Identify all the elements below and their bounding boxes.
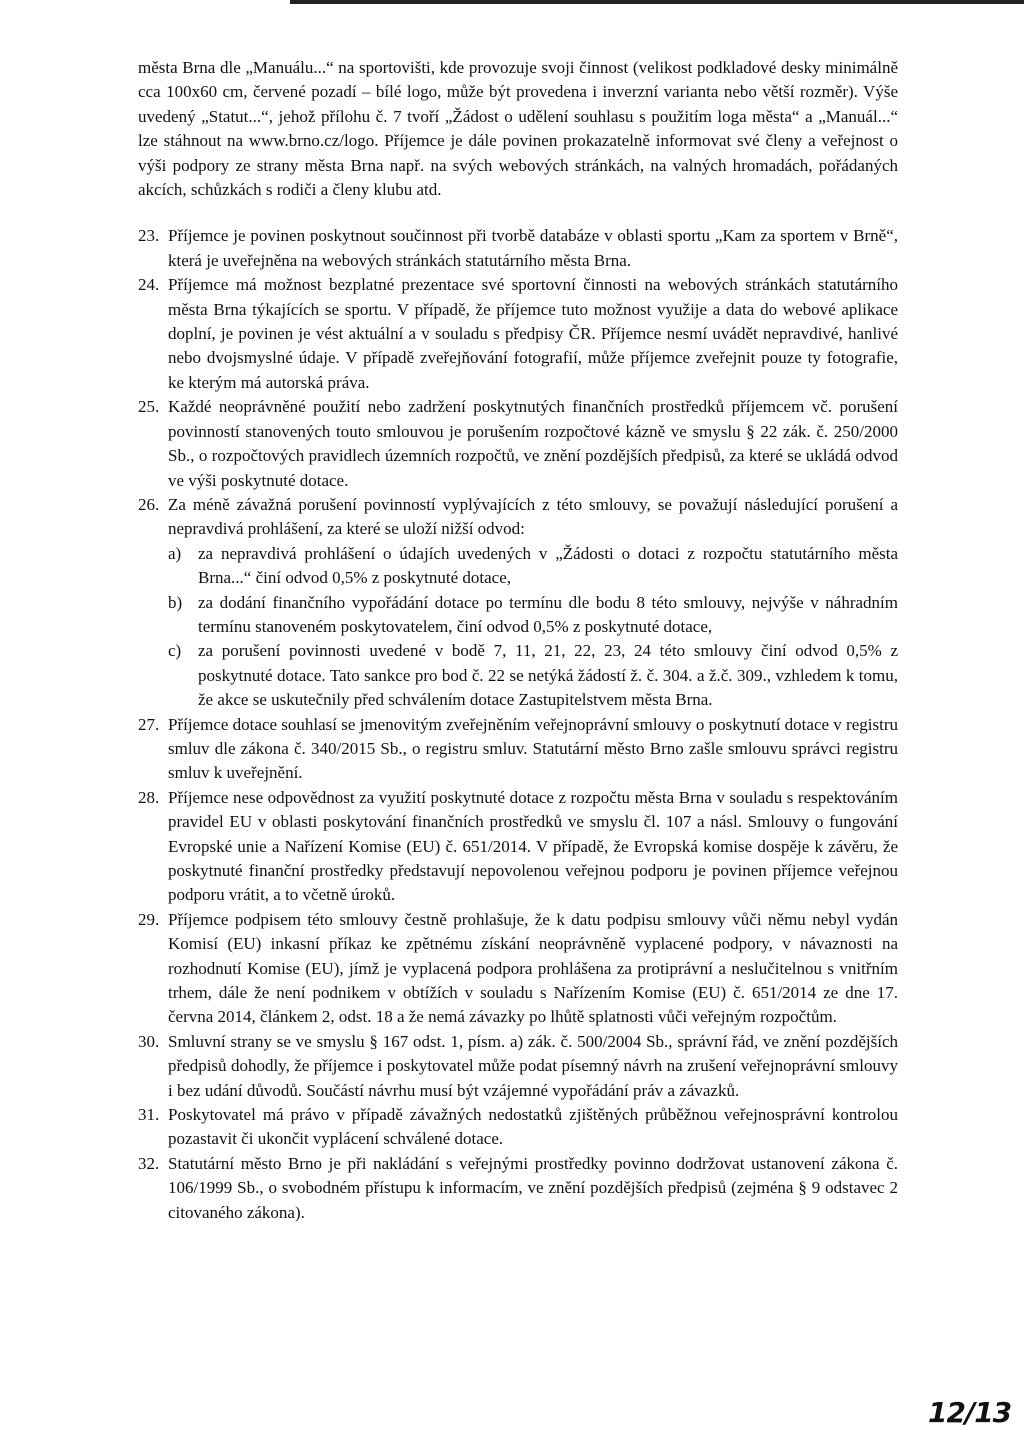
numbered-clauses [138, 224, 898, 1225]
intro-paragraph: města Brna dle „Manuálu...“ na sportovišti, kde provozuje svoji činnost (velikost podkladové desky minimálně cca 100x60 cm, červené pozadí – bílé logo, může být provedena i inverzní varianta nebo větší rozměr). Výše uvedený „Statut...“, jehož přílohu č. 7 tvoří „Žádost o udělení souhlasu s použitím loga města“ a „Manuál...“ lze stáhnout na www.brno.cz/logo. Příjemce je dále povinen prokazatelně informovat své členy a veřejnost o výši podpory ze strany města Brna např. na svých webových stránkách, na valných hromadách, pořádaných akcích, schůzkách s rodiči a členy klubu atd. [138, 58, 898, 200]
sub-clause-a [168, 542, 898, 591]
sub-clause-label: c) [168, 641, 182, 661]
clause-number: 23. [138, 226, 160, 246]
top-border-line [290, 0, 1024, 4]
clause-32 [138, 1152, 898, 1225]
clause-number: 24. [138, 275, 160, 295]
clause-number: 31. [138, 1105, 160, 1125]
clause-text: Příjemce je povinen poskytnout součinnost při tvorbě databáze v oblasti sportu „Kam za sportem v Brně“, která je uveřejněna na webových stránkách statutárního města Brna. [168, 226, 898, 270]
clause-number: 30. [138, 1031, 160, 1051]
clause-text: Příjemce má možnost bezplatné prezentace své sportovní činnosti na webových stránkách statutárního města Brna týkajících se sportu. V případě, že příjemce tuto možnost využije a data do webové aplikace doplní, je povinen je vést aktuální a v souladu s předpisy ČR. Příjemce nesmí uvádět nepravdivé, hanlivé nebo dvojsmyslné údaje. V případě zveřejňování fotografií, může příjemce zveřejnit pouze ty fotografie, ke kterým má autorská práva. [168, 275, 898, 392]
clause-26 [138, 493, 898, 713]
clause-31 [138, 1103, 898, 1152]
clause-text: Příjemce nese odpovědnost za využití poskytnuté dotace z rozpočtu města Brna v souladu s respektováním pravidel EU v oblasti poskytování finančních prostředků ve smyslu čl. 107 a násl. Smlouvy o fungování Evropské unie a Nařízení Komise (EU) č. 651/2014. V případě, že Evropská komise dospěje k závěru, že poskytnuté finanční prostředky představují nepovolenou veřejnou podporu je povinen příjemce veřejnou podporu vrátit, a to včetně úroků. [168, 787, 898, 905]
sub-clause-text: za dodání finančního vypořádání dotace po termínu dle bodu 8 této smlouvy, nejvýše v náhradním termínu stanoveném poskytovatelem, činí odvod 0,5% z poskytnuté dotace, [198, 592, 898, 636]
sub-clause-label: b) [168, 592, 183, 612]
clause-23 [138, 224, 898, 273]
clause-29 [138, 908, 898, 1030]
handwritten-page-number: 12/13 [928, 1396, 1012, 1429]
clause-number: 29. [138, 909, 160, 929]
clause-25 [138, 395, 898, 493]
clause-27 [138, 713, 898, 786]
sub-clause-c [168, 639, 898, 712]
sub-clause-label: a) [168, 543, 182, 563]
clause-30 [138, 1030, 898, 1103]
clause-number: 28. [138, 787, 160, 807]
sub-clause-text: za nepravdivá prohlášení o údajích uvedených v „Žádosti o dotaci z rozpočtu statutárního města Brna...“ činí odvod 0,5% z poskytnuté dotace, [198, 543, 898, 588]
clause-text: Každé neoprávněné použití nebo zadržení poskytnutých finančních prostředků příjemcem vč. porušení povinností stanovených touto smlouvou je porušením rozpočtové kázně ve smyslu § 22 zák. č. 250/2000 Sb., o rozpočtových pravidlech územních rozpočtů, ve znění pozdějších předpisů, za které se ukládá odvod ve výši poskytnuté dotace. [168, 397, 898, 490]
clause-28 [138, 786, 898, 908]
sub-clause-text: za porušení povinnosti uvedené v bodě 7, 11, 21, 22, 23, 24 této smlouvy činí odvod 0,5% z poskytnuté dotace. Tato sankce pro bod č. 22 se netýká žádostí ž. č. 304. a ž.č. 309., vzhledem k tomu, že akce se uskutečnily před schválením dotace Zastupitelstvem města Brna. [198, 641, 898, 710]
clause-number: 27. [138, 714, 160, 734]
clause-number: 26. [138, 494, 160, 514]
clause-text: Statutární město Brno je při nakládání s veřejnými prostředky povinno dodržovat ustanovení zákona č. 106/1999 Sb., o svobodném přístupu k informacím, ve znění pozdějších předpisů (zejména § 9 odstavec 2 citovaného zákona). [168, 1153, 898, 1222]
clause-number: 32. [138, 1153, 160, 1173]
clause-text: Smluvní strany se ve smyslu § 167 odst. 1, písm. a) zák. č. 500/2004 Sb., správní řád, ve znění pozdějších předpisů dohodly, že příjemce i poskytovatel může podat písemný návrh na zrušení veřejnoprávní smlouvy i bez udání důvodů. Součástí návrhu musí být vzájemné vypořádání práv a závazků. [168, 1031, 898, 1100]
clause-text: Příjemce dotace souhlasí se jmenovitým zveřejněním veřejnoprávní smlouvy o poskytnutí dotace v registru smluv dle zákona č. 340/2015 Sb., o registru smluv. Statutární město Brno zašle smlouvu správci registru smluv k uveřejnění. [168, 714, 898, 783]
sub-clause-list [168, 542, 898, 713]
clause-text: Příjemce podpisem této smlouvy čestně prohlašuje, že k datu podpisu smlouvy vůči němu nebyl vydán Komisí (EU) inkasní příkaz ke zpětnému získání neoprávněně vyplacené podpory, v návaznosti na rozhodnutí Komise (EU), jímž je vyplacená podpora prohlášena za protiprávní a neslučitelnou s vnitřním trhem, dále že není podnikem v obtížích v souladu s Nařízením Komise (EU) č. 651/2014 ze dne 17. června 2014, článkem 2, odst. 18 a že nemá závazky po lhůtě splatnosti vůči veřejným rozpočtům. [168, 909, 898, 1027]
document-page [138, 56, 898, 1225]
clause-24 [138, 273, 898, 395]
clause-number: 25. [138, 397, 160, 417]
clause-text: Poskytovatel má právo v případě závažných nedostatků zjištěných průběžnou veřejnosprávní kontrolou pozastavit či ukončit vyplácení schválené dotace. [168, 1105, 898, 1149]
clause-text: Za méně závažná porušení povinností vyplývajících z této smlouvy, se považují následující porušení a nepravdivá prohlášení, za které se uloží nižší odvod: [168, 494, 898, 539]
sub-clause-b [168, 591, 898, 640]
clause-body [168, 493, 898, 713]
